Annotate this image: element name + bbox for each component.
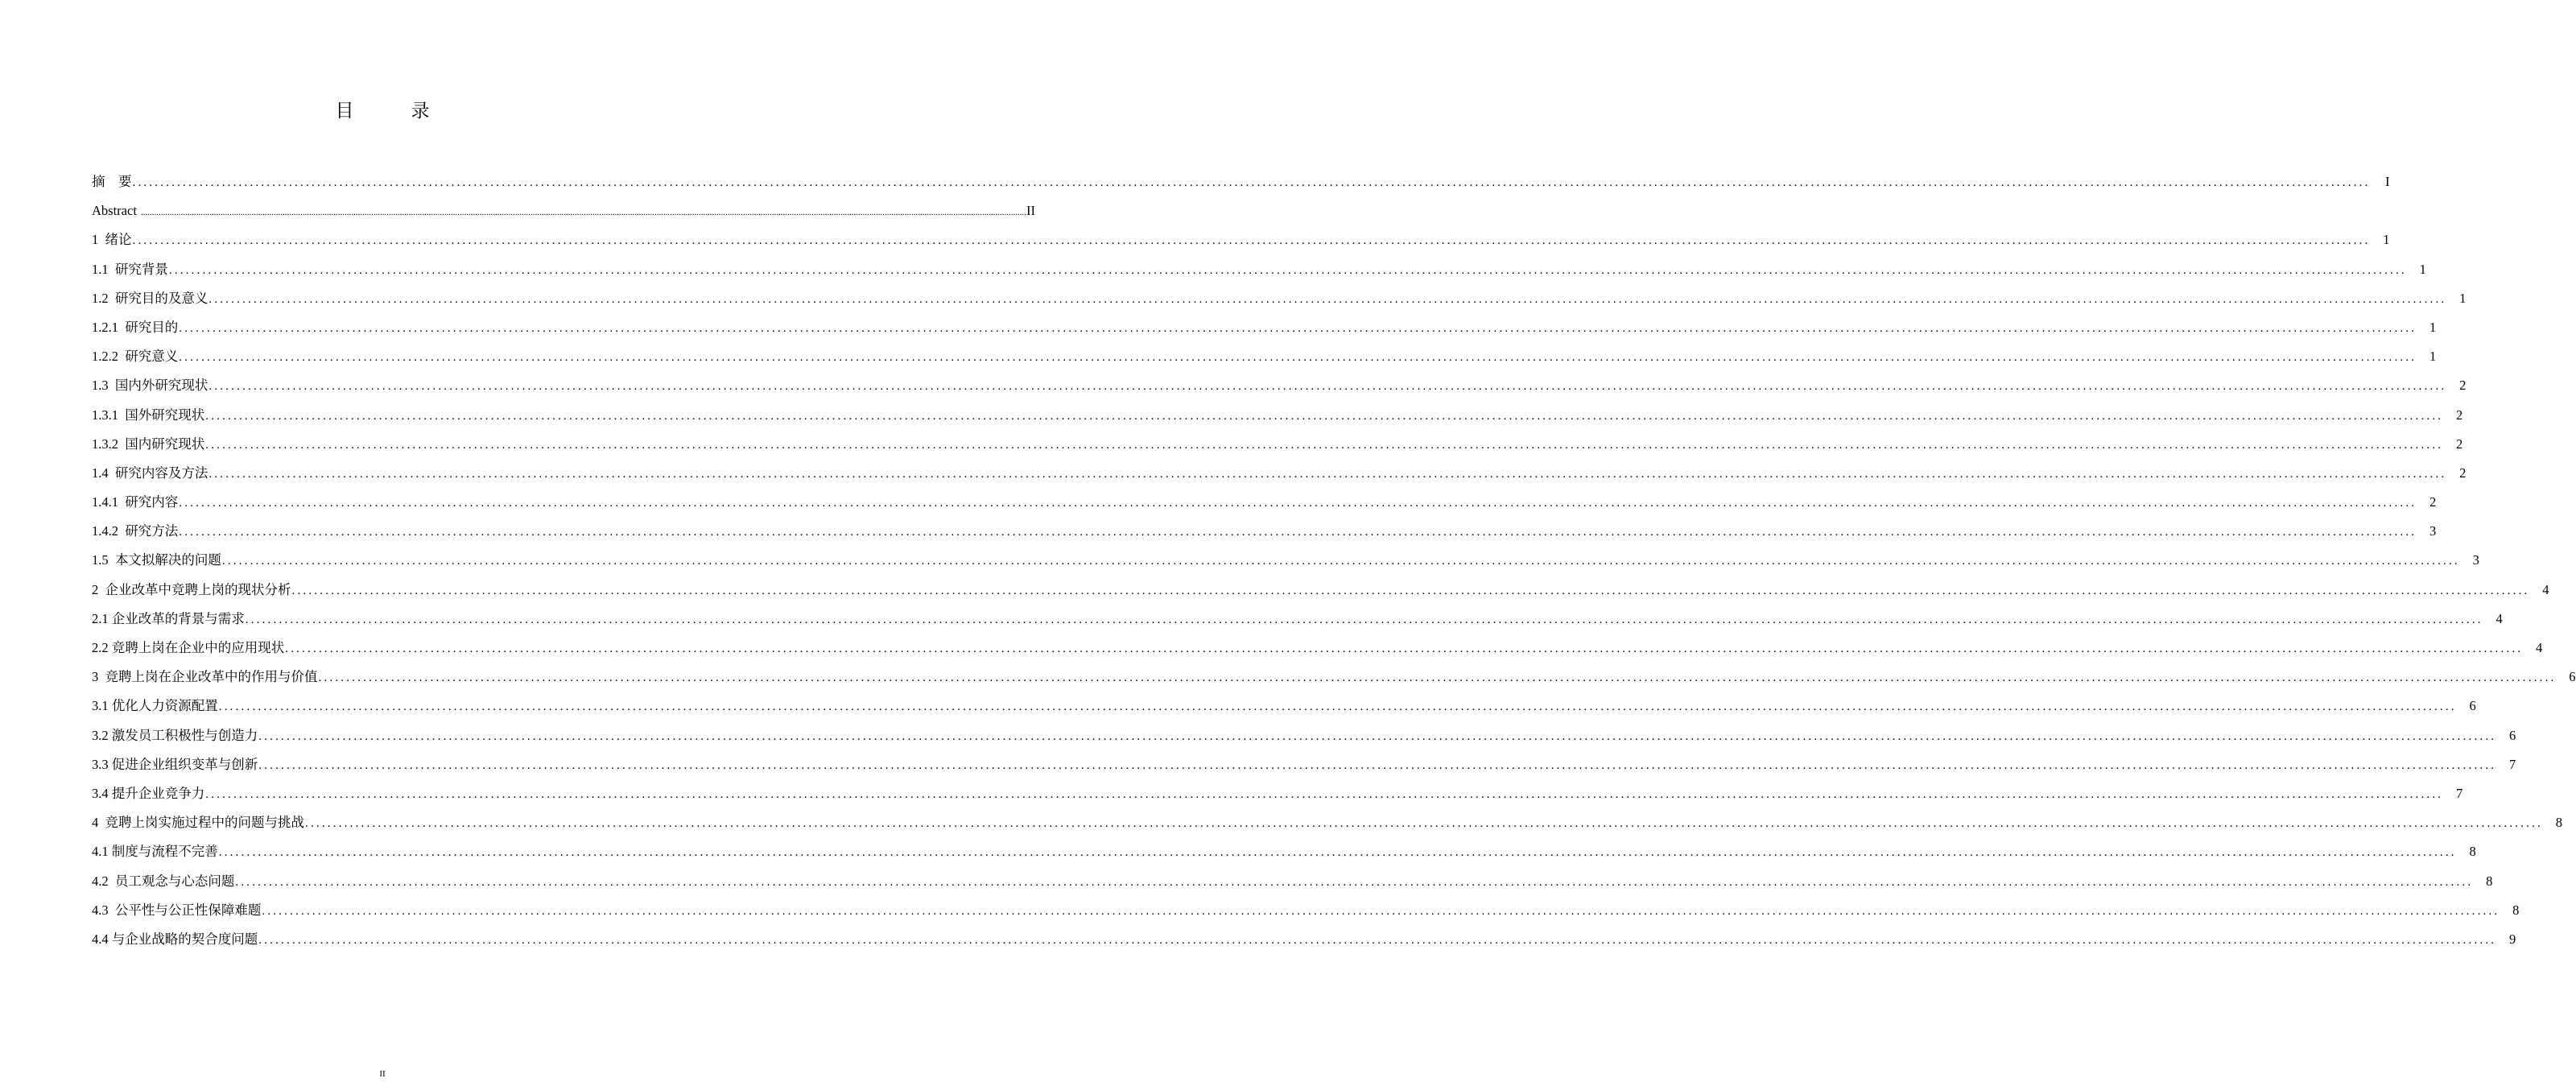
toc-entry-page: 1 xyxy=(2429,319,2437,335)
toc-entry-label: 3.1 优化人力资源配置 xyxy=(92,698,218,714)
toc-entry[interactable] xyxy=(92,284,2467,313)
toc-dot-leader: ................................................................................................................................................................................................................................................................................................................................................................................................................ xyxy=(258,729,2497,743)
toc-entry[interactable] xyxy=(92,896,2520,925)
toc-entry-page: 3 xyxy=(2472,552,2479,568)
toc-entry[interactable] xyxy=(92,605,2503,634)
table-of-contents xyxy=(92,167,2576,954)
toc-entry-label: 4.4 与企业战略的契合度问题 xyxy=(92,931,258,947)
toc-entry-label: 2 企业改革中竞聘上岗的现状分析 xyxy=(92,581,291,597)
toc-entry-page: 1 xyxy=(2459,290,2467,306)
toc-dot-leader: ................................................................................................................................................................................................................................................................................................................................................................................................................ xyxy=(221,555,2460,568)
toc-entry-label: 4.1 制度与流程不完善 xyxy=(92,844,218,860)
toc-entry-label: 3 竞聘上岗在企业改革中的作用与价值 xyxy=(92,669,318,685)
toc-entry[interactable] xyxy=(92,721,2516,750)
toc-entry-label: 1.1 研究背景 xyxy=(92,261,168,277)
toc-entry-label: 摘 要 xyxy=(92,174,132,189)
toc-dot-leader: ................................................................................................................................................................................................................................................................................................................................................................................................................ xyxy=(205,787,2444,801)
toc-entry-label: 1.3.2 国内研究现状 xyxy=(92,436,205,452)
toc-entry-label: 1.3.1 国外研究现状 xyxy=(92,407,205,423)
toc-entry-label: 1.2.2 研究意义 xyxy=(92,349,179,365)
toc-entry-label: 1.4 研究内容及方法 xyxy=(92,465,208,481)
toc-dot-leader: ................................................................................................................................................................................................................................................................................................................................................................................................................ xyxy=(141,208,1027,218)
toc-entry-page: I xyxy=(2385,174,2390,189)
toc-dot-leader: ................................................................................................................................................................................................................................................................................................................................................................................................................ xyxy=(258,758,2497,772)
toc-entry[interactable] xyxy=(92,459,2467,488)
toc-dot-leader: ................................................................................................................................................................................................................................................................................................................................................................................................................ xyxy=(208,380,2447,394)
toc-entry-label: 4 竞聘上岗实施过程中的问题与挑战 xyxy=(92,815,304,831)
toc-dot-leader: ................................................................................................................................................................................................................................................................................................................................................................................................................ xyxy=(208,292,2447,306)
toc-entry[interactable] xyxy=(92,255,2426,284)
toc-entry[interactable] xyxy=(92,925,2516,954)
toc-dot-leader: ................................................................................................................................................................................................................................................................................................................................................................................................................ xyxy=(179,351,2417,365)
toc-entry-label: 3.3 促进企业组织变革与创新 xyxy=(92,756,258,772)
toc-entry-label: Abstract xyxy=(92,203,141,219)
toc-dot-leader: ................................................................................................................................................................................................................................................................................................................................................................................................................ xyxy=(168,263,2407,277)
toc-entry-page: 8 xyxy=(2469,844,2476,860)
toc-entry-label: 1.4.1 研究内容 xyxy=(92,494,179,510)
toc-entry[interactable] xyxy=(92,779,2463,808)
toc-entry-page: 2 xyxy=(2456,407,2463,423)
toc-entry[interactable] xyxy=(92,371,2467,400)
toc-entry-page: 8 xyxy=(2486,873,2493,889)
toc-entry-label: 4.2 员工观念与心态问题 xyxy=(92,873,235,889)
toc-dot-leader: ................................................................................................................................................................................................................................................................................................................................................................................................................ xyxy=(218,700,2457,714)
toc-dot-leader: ................................................................................................................................................................................................................................................................................................................................................................................................................ xyxy=(285,642,2524,655)
toc-dot-leader: ................................................................................................................................................................................................................................................................................................................................................................................................................ xyxy=(205,438,2444,452)
toc-entry[interactable] xyxy=(92,837,2476,866)
toc-entry-label: 1.2 研究目的及意义 xyxy=(92,290,208,306)
toc-entry-page: 7 xyxy=(2509,756,2516,772)
toc-entry-page: II xyxy=(1026,203,1036,219)
toc-entry-page: 4 xyxy=(2496,610,2503,626)
toc-dot-leader: ................................................................................................................................................................................................................................................................................................................................................................................................................ xyxy=(291,584,2530,597)
toc-entry[interactable] xyxy=(92,808,2562,837)
toc-entry-page: 2 xyxy=(2429,494,2437,510)
toc-entry-page: 2 xyxy=(2456,436,2463,452)
toc-entry-page: 4 xyxy=(2542,581,2549,597)
toc-entry-page: 9 xyxy=(2509,931,2516,947)
toc-entry[interactable] xyxy=(92,867,2493,896)
toc-dot-leader: ................................................................................................................................................................................................................................................................................................................................................................................................................ xyxy=(235,875,2474,889)
toc-entry[interactable] xyxy=(92,576,2549,605)
toc-dot-leader: ................................................................................................................................................................................................................................................................................................................................................................................................................ xyxy=(132,176,2371,189)
toc-entry-label: 1.2.1 研究目的 xyxy=(92,319,179,335)
toc-dot-leader: ................................................................................................................................................................................................................................................................................................................................................................................................................ xyxy=(305,817,2543,831)
toc-entry-page: 6 xyxy=(2569,669,2576,685)
toc-entry[interactable] xyxy=(92,488,2437,517)
toc-entry[interactable] xyxy=(92,546,2479,575)
toc-entry[interactable] xyxy=(92,401,2463,430)
toc-entry-page: 3 xyxy=(2429,523,2437,539)
footer-page-number: II xyxy=(379,1069,386,1079)
toc-dot-leader: ................................................................................................................................................................................................................................................................................................................................................................................................................ xyxy=(205,409,2444,423)
toc-entry-label: 3.4 提升企业竞争力 xyxy=(92,785,205,801)
toc-entry-page: 6 xyxy=(2469,698,2476,714)
toc-entry-label: 1.4.2 研究方法 xyxy=(92,523,179,539)
toc-dot-leader: ................................................................................................................................................................................................................................................................................................................................................................................................................ xyxy=(262,904,2500,918)
toc-entry-label: 4.3 公平性与公正性保障难题 xyxy=(92,902,262,918)
toc-entry[interactable] xyxy=(92,342,2437,371)
toc-entry-page: 2 xyxy=(2459,465,2467,481)
toc-entry-label: 2.1 企业改革的背景与需求 xyxy=(92,610,245,626)
toc-dot-leader: ................................................................................................................................................................................................................................................................................................................................................................................................................ xyxy=(218,846,2457,860)
toc-entry[interactable] xyxy=(92,750,2516,779)
toc-entry-page: 6 xyxy=(2509,727,2516,743)
toc-dot-leader: ................................................................................................................................................................................................................................................................................................................................................................................................................ xyxy=(179,321,2417,335)
toc-entry[interactable] xyxy=(92,167,2390,196)
toc-entry[interactable] xyxy=(92,196,1036,225)
toc-entry[interactable] xyxy=(92,430,2463,459)
toc-dot-leader: ................................................................................................................................................................................................................................................................................................................................................................................................................ xyxy=(318,671,2557,685)
toc-entry-page: 8 xyxy=(2512,902,2520,918)
toc-dot-leader: ................................................................................................................................................................................................................................................................................................................................................................................................................ xyxy=(245,613,2483,626)
toc-entry-label: 2.2 竞聘上岗在企业中的应用现状 xyxy=(92,640,285,655)
toc-entry[interactable] xyxy=(92,634,2543,663)
toc-entry[interactable] xyxy=(92,692,2476,721)
toc-entry-page: 1 xyxy=(2419,261,2426,277)
toc-entry-page: 1 xyxy=(2429,349,2437,365)
page-title: 目 录 xyxy=(335,101,449,122)
toc-entry[interactable] xyxy=(92,663,2576,692)
toc-entry-page: 1 xyxy=(2383,232,2390,248)
toc-dot-leader: ................................................................................................................................................................................................................................................................................................................................................................................................................ xyxy=(258,933,2497,947)
toc-entry[interactable] xyxy=(92,313,2437,342)
toc-dot-leader: ................................................................................................................................................................................................................................................................................................................................................................................................................ xyxy=(208,467,2447,481)
toc-dot-leader: ................................................................................................................................................................................................................................................................................................................................................................................................................ xyxy=(179,526,2417,539)
toc-entry-page: 7 xyxy=(2456,785,2463,801)
toc-entry-label: 1 绪论 xyxy=(92,232,132,248)
toc-entry[interactable] xyxy=(92,225,2390,254)
toc-entry-label: 1.5 本文拟解决的问题 xyxy=(92,552,221,568)
toc-entry-page: 4 xyxy=(2536,640,2543,655)
toc-dot-leader: ................................................................................................................................................................................................................................................................................................................................................................................................................ xyxy=(132,234,2371,248)
toc-entry-label: 1.3 国内外研究现状 xyxy=(92,378,208,394)
toc-entry[interactable] xyxy=(92,517,2437,546)
toc-dot-leader: ................................................................................................................................................................................................................................................................................................................................................................................................................ xyxy=(179,497,2417,510)
toc-entry-page: 8 xyxy=(2555,815,2562,831)
toc-entry-page: 2 xyxy=(2459,378,2467,394)
toc-entry-label: 3.2 激发员工积极性与创造力 xyxy=(92,727,258,743)
